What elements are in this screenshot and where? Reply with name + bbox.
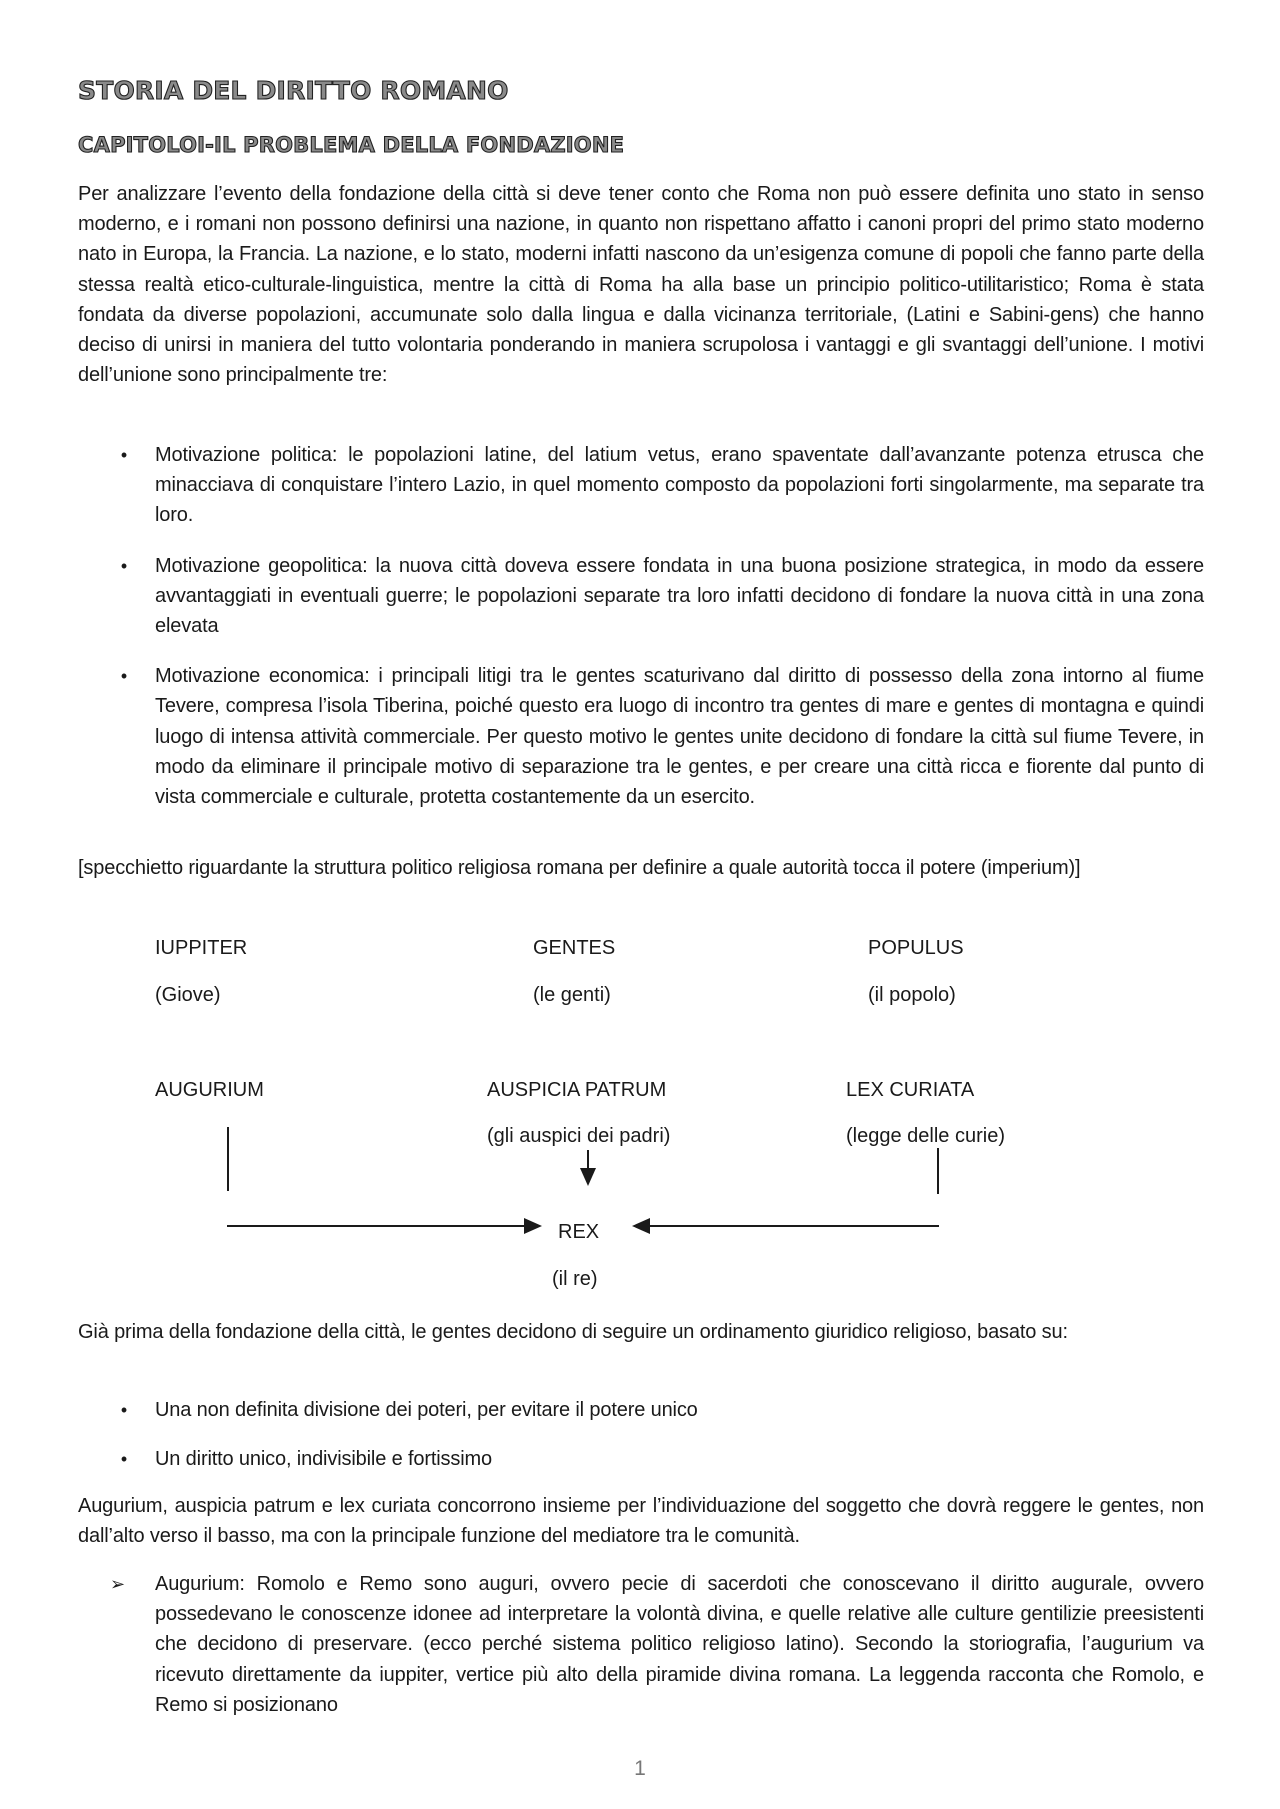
bullet-icon: • [120,555,128,576]
arrow-left-icon [632,1218,650,1234]
intro-paragraph: Per analizzare l’evento della fondazione della città si deve tener conto che Roma non può essere definita uno stato in senso moderno, e i romani non possono definirsi una nazione, in quanto non rispettano affatto i canoni propri del primo stato moderno nato in Europa, la Francia. La nazione, e lo stato, moderni infatti nascono da un’esigenza comune di popoli che fanno parte della stessa realtà etico-culturale-linguistica, mentre la città di Roma ha alla base un principio politico-utilitaristico; Roma è stata fondata da diverse popolazioni, accumunate solo dalla lingua e dalla vicinanza territoriale, (Latini e Sabini-gens) che hanno deciso di unirsi in maniera del tutto volontaria ponderando in maniera scrupolosa i vantaggi e gli svantaggi dell’unione. I motivi dell’unione sono principalmente tre: [78,183,1204,387]
arrowhead-bullet-icon: ➢ [110,1574,125,1594]
diagram-label-lex-curiata: LEX CURIATA [846,1079,975,1101]
motivations-list [0,440,1280,812]
bullet-icon: • [120,445,128,465]
bullet-icon: • [120,1400,128,1420]
diagram-label-populus: POPULUS [868,937,964,959]
list-item-unique-law [0,1444,1204,1474]
lex-curiata-to-rex-line [648,1225,939,1227]
list-item-augurium [0,1569,1204,1720]
list-item-text: Motivazione economica: i principali litigi tra le gentes scaturivano dal diritto di possesso della zona intorno al fiume Tevere, compresa l’isola Tiberina, poiché questo era luogo di incontro tra gentes di mare e gentes di montagna e quindi luogo di intensa attività commerciale. Per questo motivo le gentes unite decidono di fondare la città sul fiume Tevere, in modo da eliminare il principale motivo di separazione tra le gentes, e per creare una città ricca e fiorente dal punto di vista commerciale e culturale, protetta costantemente da un esercito. [155,665,1204,809]
bullet-icon: • [120,1449,128,1470]
diagram-label-rex: REX [558,1221,600,1243]
concur-paragraph: Augurium, auspicia patrum e lex curiata concorrono insieme per l’individuazione del soggetto che dovrà reggere le gentes, non dall’alto verso il basso, ma con la principale funzione del mediatore tra le comunità. [78,1495,1204,1548]
arrow-right-icon [524,1218,542,1234]
augurium-connector-line [227,1127,229,1191]
diagram-label-augurium: AUGURIUM [155,1079,264,1101]
list-item-geopolitical [0,551,1204,642]
diagram-sub-auspicia-patrum: (gli auspici dei padri) [487,1125,671,1147]
arrow-down-icon [580,1168,596,1186]
diagram-label-auspicia-patrum: AUSPICIA PATRUM [487,1079,667,1101]
augurium-to-rex-line [227,1225,525,1227]
details-list [0,1569,1280,1720]
diagram-sub-iuppiter: (Giove) [155,984,221,1006]
list-item-division-of-powers [0,1395,1204,1425]
diagram-caption: [specchietto riguardante la struttura politico religiosa romana per definire a quale autorità tocca il potere (imperium)] [78,857,1081,879]
bullet-icon: • [120,666,128,687]
list-item-text: Motivazione geopolitica: la nuova città doveva essere fondata in una buona posizione strategica, in modo da essere avvantaggiati in eventuali guerre; le popolazioni separate tra loro infatti decidono di fondare la nuova città in una zona elevata [155,554,1204,638]
document-title: STORIA DEL DIRITTO ROMANO [78,76,509,105]
diagram-sub-rex: (il re) [552,1268,598,1290]
list-item-political [0,440,1204,531]
auspicia-connector-line [587,1150,589,1170]
diagram-label-gentes: GENTES [533,937,616,959]
diagram-label-iuppiter: IUPPITER [155,937,248,959]
diagram-sub-lex-curiata: (legge delle curie) [846,1125,1005,1147]
list-item-text: Augurium: Romolo e Remo sono auguri, ovvero pecie di sacerdoti che conoscevano il diritto augurale, ovvero possedevano le conoscenze idonee ad interpretare la volontà divina, e quelle relative alle culture gentilizie preesistenti che decidono di preservare. (ecco perché sistema politico religioso latino). Secondo la storiografia, l’augurium va ricevuto direttamente da iuppiter, vertice più alto della piramide divina romana. La leggenda racconta che Romolo, e Remo si posizionano [155,1573,1204,1716]
list-item-economic [0,661,1204,812]
page-number: 1 [634,1757,646,1780]
foundation-paragraph: Già prima della fondazione della città, le gentes decidono di seguire un ordinamento giuridico religioso, basato su: [78,1321,1068,1343]
diagram-sub-gentes: (le genti) [533,984,611,1006]
list-item-text: Una non definita divisione dei poteri, per evitare il potere unico [155,1399,698,1421]
chapter-heading: CAPITOLOI-IL PROBLEMA DELLA FONDAZIONE [78,133,625,157]
lex-curiata-connector-line [937,1148,939,1194]
list-item-text: Un diritto unico, indivisibile e fortissimo [155,1448,493,1471]
list-item-text: Motivazione politica: le popolazioni latine, del latium vetus, erano spaventate dall’avanzante potenza etrusca che minacciava di conquistare l’intero Lazio, in quel momento composto da popolazioni forti singolarmente, ma separate tra loro. [155,444,1204,527]
diagram-sub-populus: (il popolo) [868,984,956,1006]
principles-list [0,1395,1280,1474]
